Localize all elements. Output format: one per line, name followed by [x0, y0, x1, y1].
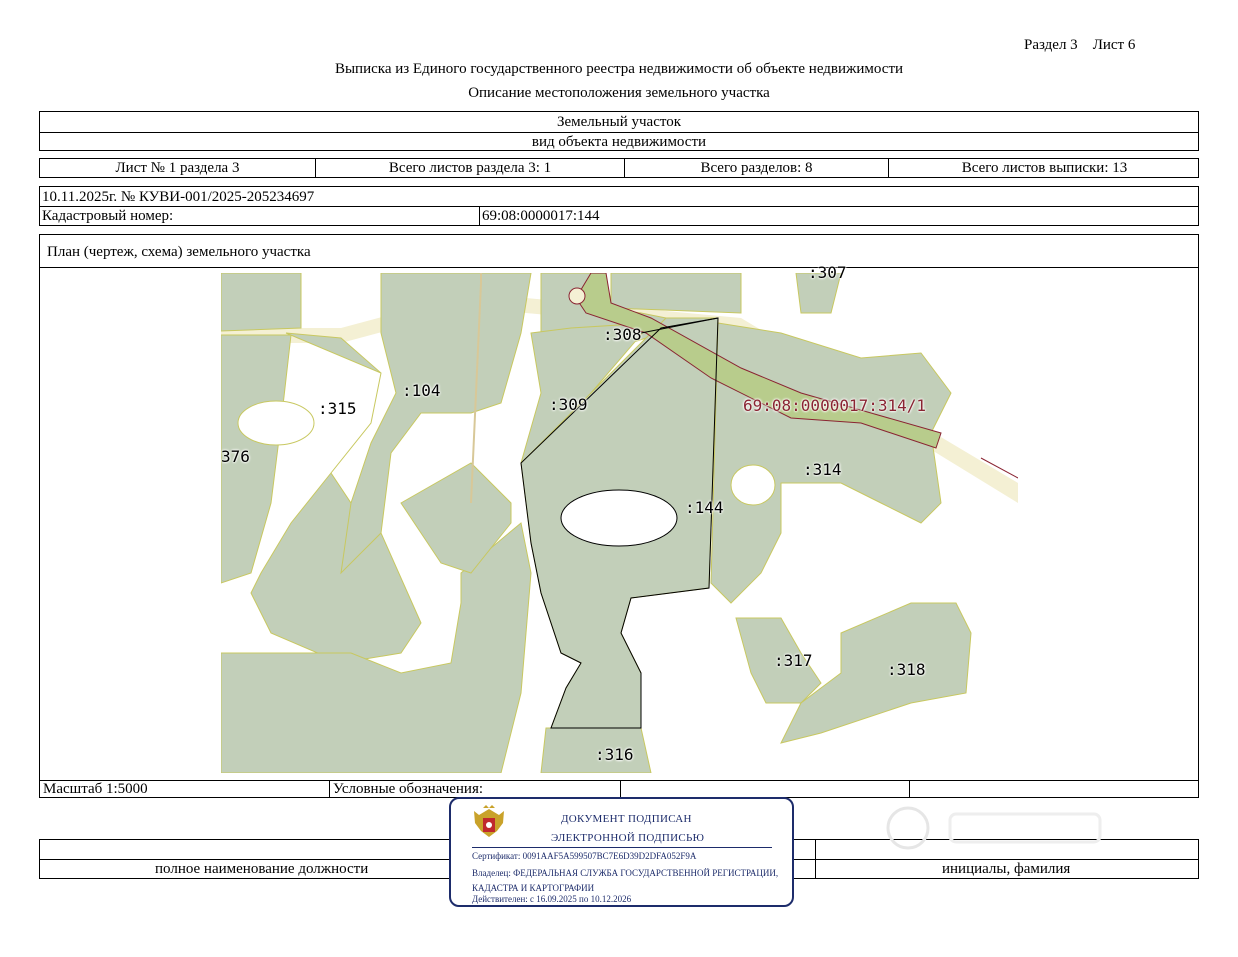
object-type-caption: вид объекта недвижимости	[531, 134, 707, 150]
parcel-hole-3	[731, 465, 775, 505]
map-layers	[221, 273, 1018, 773]
map-label-144: :144	[685, 498, 724, 517]
parcel-top-right	[611, 273, 741, 313]
sheets-row	[39, 158, 1199, 178]
map-label-316: :316	[595, 745, 634, 764]
doc-info-box	[39, 186, 1199, 226]
stamp-line-1: ДОКУМЕНТ ПОДПИСАН	[561, 813, 692, 825]
name-caption: инициалы, фамилия	[942, 861, 1071, 877]
map-label-315: :315	[318, 399, 357, 418]
total-sheets-section: Всего листов раздела 3: 1	[315, 159, 624, 177]
object-type-box	[39, 111, 1199, 151]
stamp-certificate: Сертификат: 0091AAF5A599507BC7E6D39D2DFA052F9A	[472, 851, 697, 861]
scale: Масштаб 1:5000	[43, 780, 148, 797]
map-label-307: :307	[808, 263, 847, 282]
legend-row	[39, 780, 1199, 798]
stamp-owner: Владелец: ФЕДЕРАЛЬНАЯ СЛУЖБА ГОСУДАРСТВЕННОЙ РЕГИСТРАЦИИ, КАДАСТРА И КАРТОГРАФИИ	[472, 868, 779, 893]
sheet-number: Лист 6	[1092, 37, 1136, 53]
sheet-of-section: Лист № 1 раздела 3	[115, 159, 240, 176]
easement-ring	[569, 288, 585, 304]
watermark-logo	[880, 800, 1120, 860]
map-label-104: :104	[402, 381, 441, 400]
total-sheets-extract: Всего листов выписки: 13	[888, 159, 1200, 177]
section-sheet-indicator	[1024, 36, 1135, 54]
plan-title: План (чертеж, схема) земельного участка	[47, 244, 311, 260]
legend-cell-empty-1	[620, 781, 909, 797]
cadastral-cell-divider	[479, 206, 480, 225]
map-label-314-1: 69:08:0000017:314/1	[743, 396, 927, 415]
map-label-308: :308	[603, 325, 642, 344]
section-number: Раздел 3	[1024, 37, 1078, 53]
stamp-valid: Действителен: с 16.09.2025 по 10.12.2026	[472, 894, 632, 904]
parcel-hole-1	[238, 401, 314, 445]
position-caption: полное наименование должности	[155, 861, 369, 877]
doc-info-divider	[40, 206, 1198, 207]
date-number: 10.11.2025г. № КУВИ-001/2025-205234697	[42, 189, 315, 205]
map-label-376: 376	[221, 447, 250, 466]
map-label-317: :317	[774, 651, 813, 670]
coat-of-arms-icon	[471, 805, 507, 845]
map-label-309: :309	[549, 395, 588, 414]
parcel-left-top	[221, 273, 301, 331]
cadastral-value: 69:08:0000017:144	[482, 208, 600, 224]
signature-col-divider	[815, 840, 816, 878]
map-label-314: :314	[803, 460, 842, 479]
object-type: Земельный участок	[556, 114, 682, 130]
map-label-318: :318	[887, 660, 926, 679]
plan-title-divider	[40, 267, 1198, 268]
cadastral-map	[221, 273, 1018, 773]
cadastral-label: Кадастровый номер:	[42, 208, 174, 224]
document-subtitle: Описание местоположения земельного участка	[468, 85, 770, 101]
stamp-line-2: ЭЛЕКТРОННОЙ ПОДПИСЬЮ	[551, 832, 705, 844]
e-signature-stamp	[449, 797, 794, 907]
document-title: Выписка из Единого государственного реестра недвижимости об объекте недвижимости	[334, 61, 904, 77]
legend-label: Условные обозначения:	[329, 781, 620, 797]
stamp-underline	[472, 847, 772, 848]
total-sections: Всего разделов: 8	[624, 159, 888, 177]
legend-cell-empty-2	[909, 781, 1200, 797]
parcel-hole-2	[561, 490, 677, 546]
